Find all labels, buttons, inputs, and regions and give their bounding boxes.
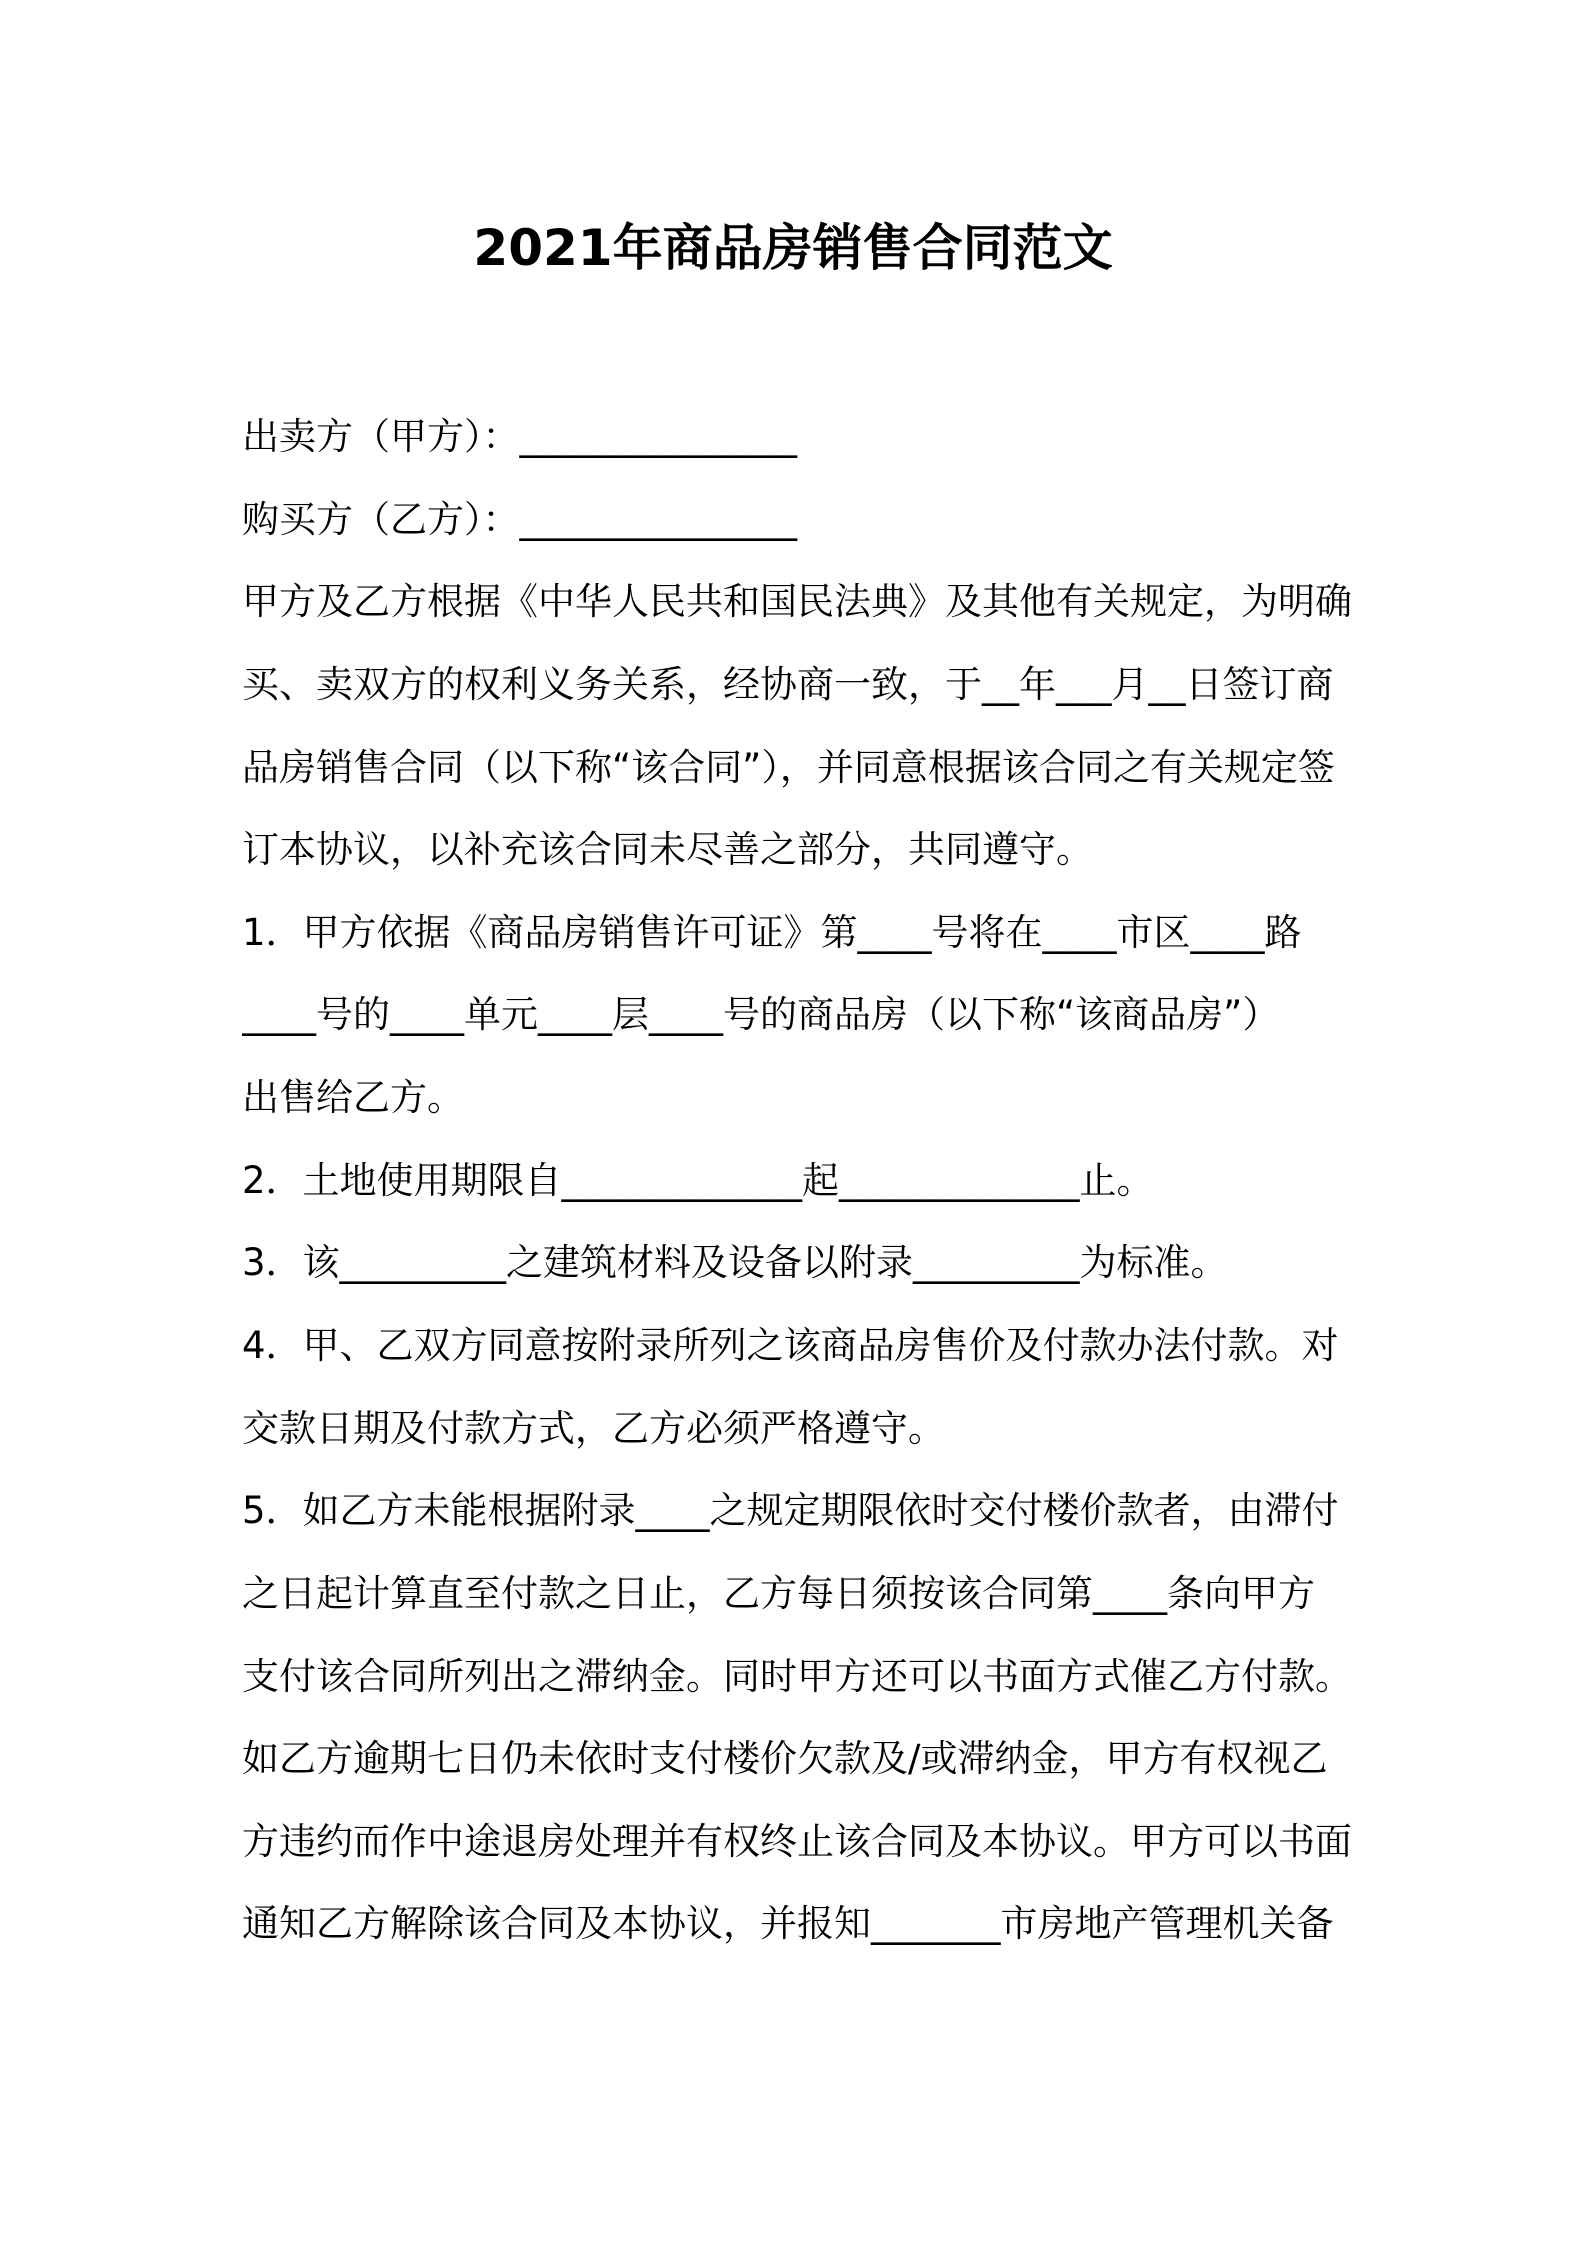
preamble-line: 品房销售合同（以下称“该合同”），并同意根据该合同之有关规定签 xyxy=(242,746,1335,789)
clause-5-line: 之日起计算直至付款之日止，乙方每日须按该合同第____条向甲方 xyxy=(242,1572,1315,1615)
clause-5-line: 方违约而作中途退房处理并有权终止该合同及本协议。甲方可以书面 xyxy=(242,1820,1352,1863)
clause-4-line: 4．甲、乙双方同意按附录所列之该商品房售价及付款办法付款。对 xyxy=(242,1324,1339,1367)
clause-1-line: ____号的____单元____层____号的商品房（以下称“该商品房”） xyxy=(242,993,1280,1036)
clause-5-line: 通知乙方解除该合同及本协议，并报知_______市房地产管理机关备 xyxy=(242,1902,1334,1945)
preamble-line: 甲方及乙方根据《中华人民共和国民法典》及其他有关规定，为明确 xyxy=(242,580,1352,623)
clause-5-line: 支付该合同所列出之滞纳金。同时甲方还可以书面方式催乙方付款。 xyxy=(242,1655,1352,1698)
clause-4-line: 交款日期及付款方式，乙方必须严格遵守。 xyxy=(242,1407,945,1450)
clause-5-line: 5．如乙方未能根据附录____之规定期限依时交付楼价款者，由滞付 xyxy=(242,1489,1339,1532)
seller-line: 出卖方（甲方）：_______________ xyxy=(242,415,797,458)
clause-2-line: 2．土地使用期限自_____________起_____________止。 xyxy=(242,1159,1154,1202)
clause-1-line: 出售给乙方。 xyxy=(242,1076,464,1119)
clause-1-line: 1．甲方依据《商品房销售许可证》第____号将在____市区____路 xyxy=(242,911,1302,954)
clause-5-line: 如乙方逾期七日仍未依时支付楼价欠款及/或滞纳金，甲方有权视乙 xyxy=(242,1737,1328,1780)
document-title: 2021年商品房销售合同范文 xyxy=(473,219,1113,277)
buyer-line: 购买方（乙方）：_______________ xyxy=(242,498,797,541)
clause-3-line: 3．该_________之建筑材料及设备以附录_________为标准。 xyxy=(242,1241,1228,1284)
preamble-line: 订本协议，以补充该合同未尽善之部分，共同遵守。 xyxy=(242,828,1093,871)
preamble-line: 买、卖双方的权利义务关系，经协商一致，于__年___月__日签订商 xyxy=(242,663,1334,706)
